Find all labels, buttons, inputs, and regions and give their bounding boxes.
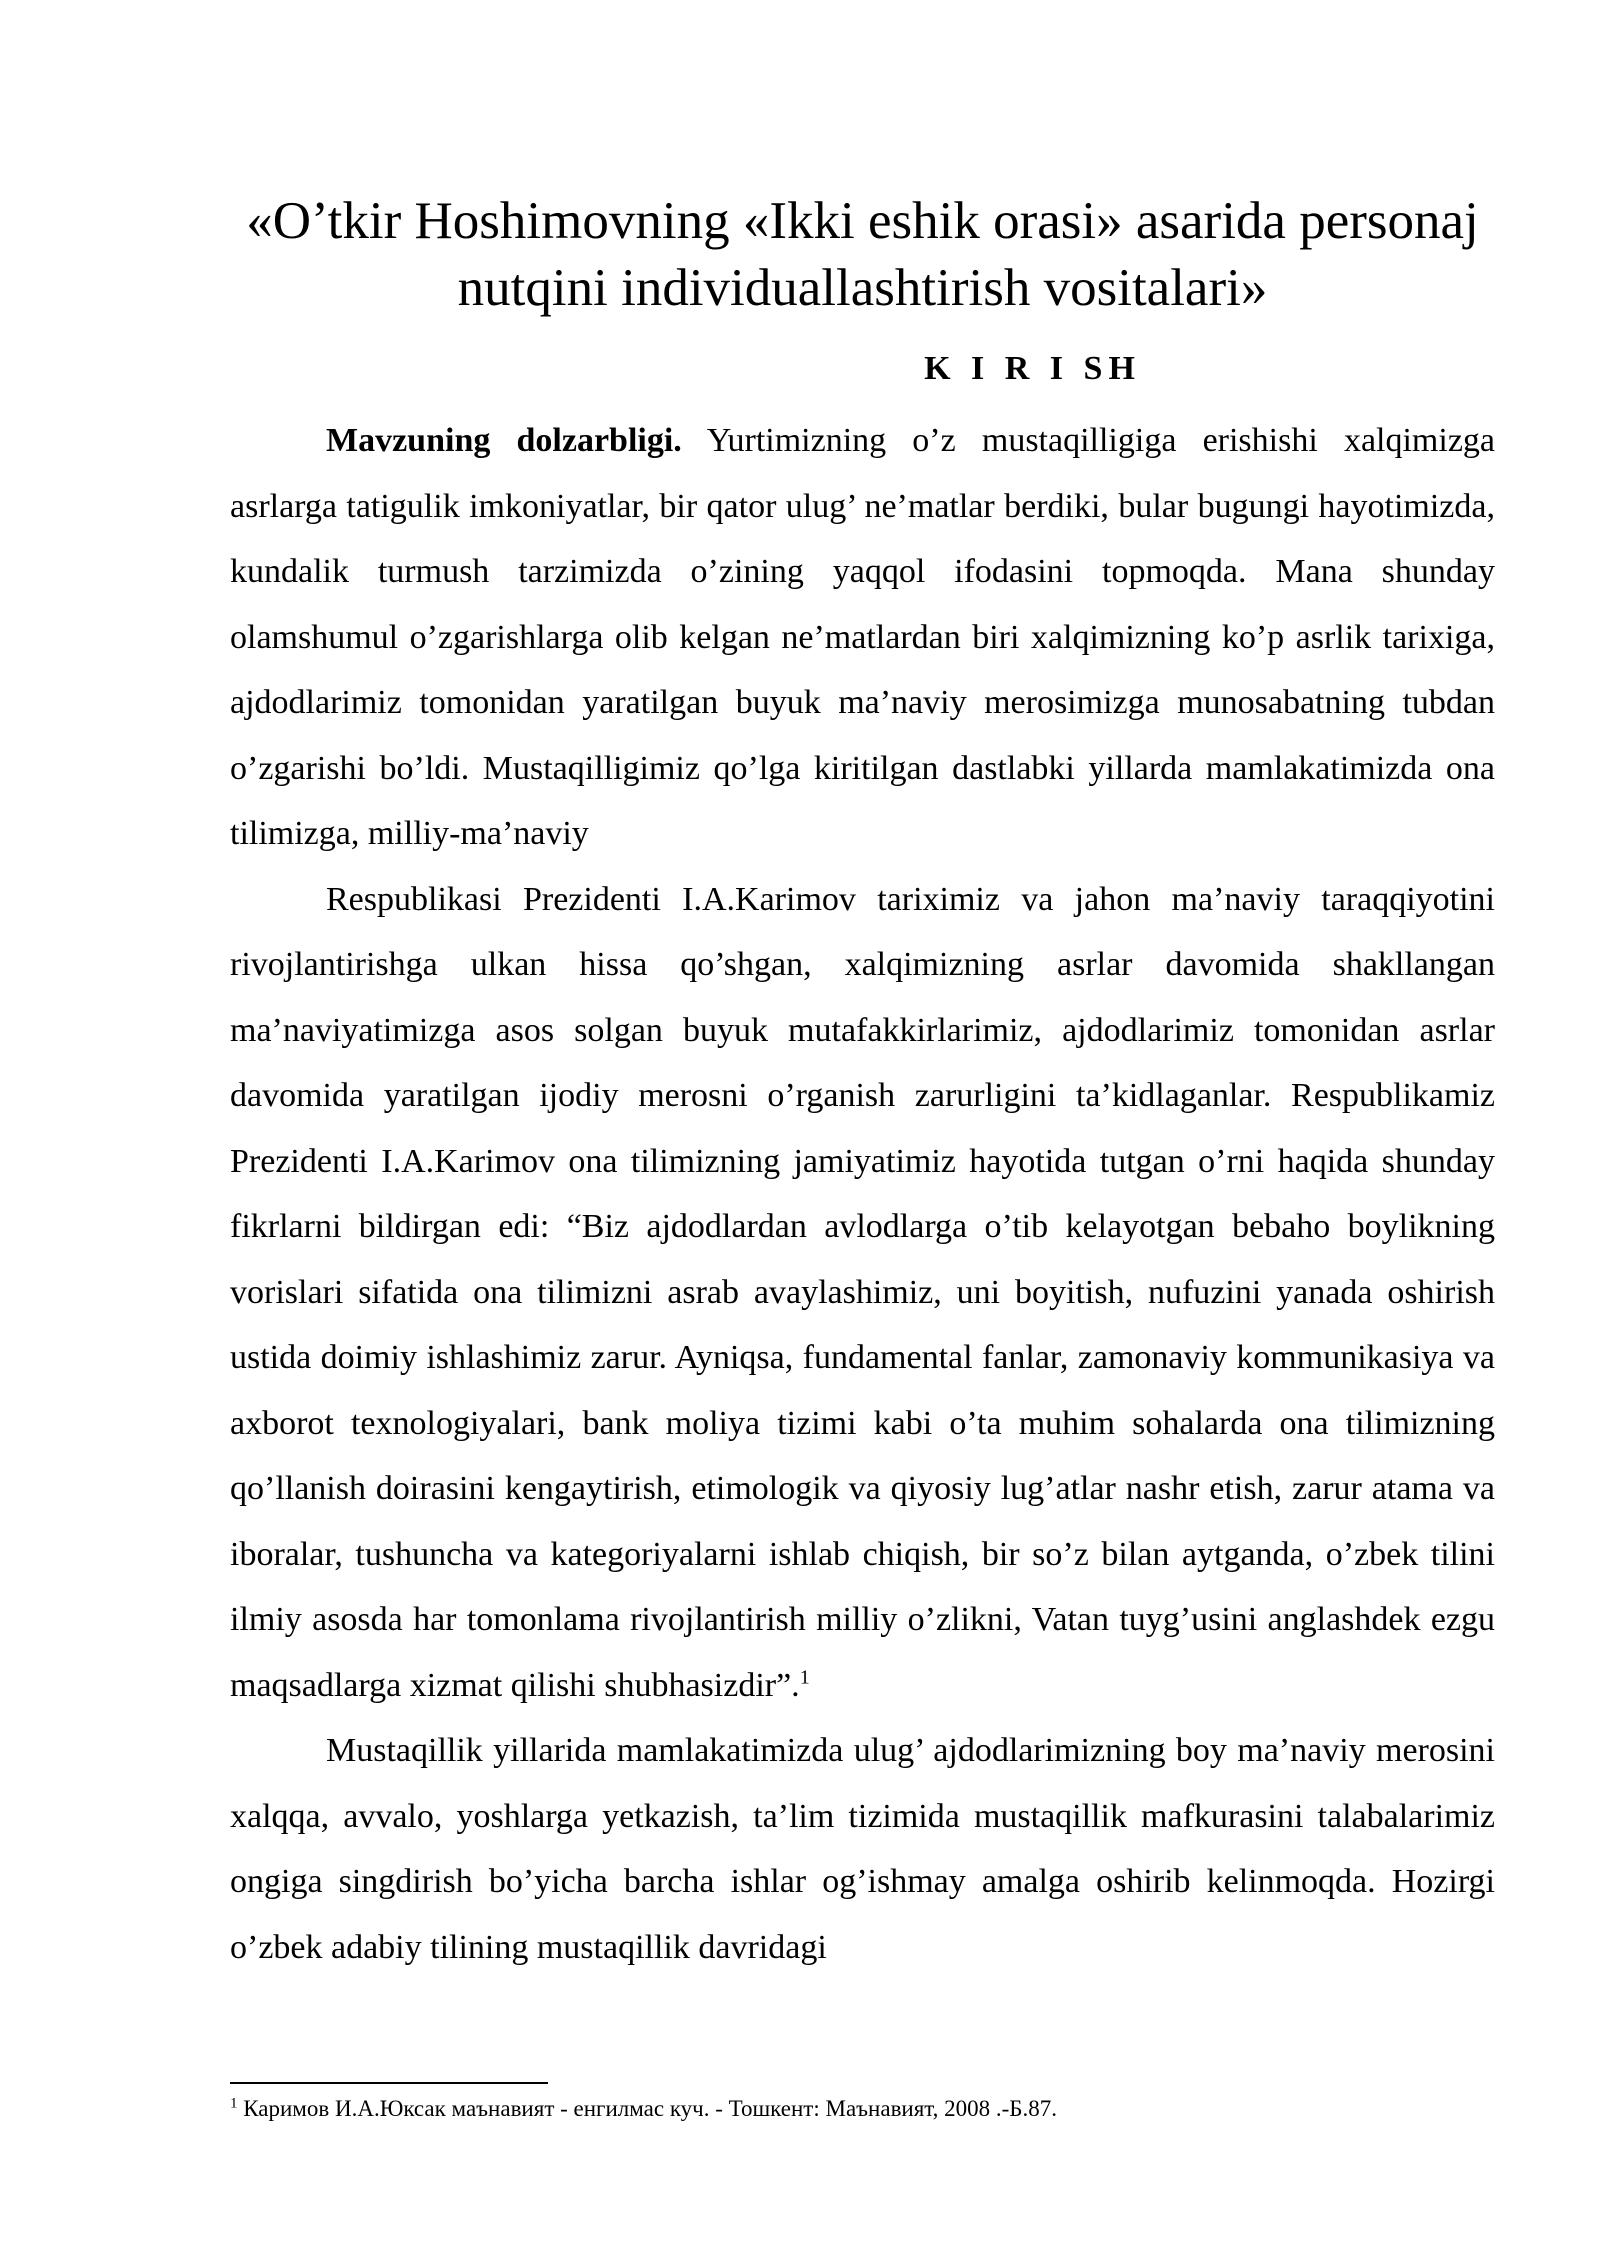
body-text [230, 408, 1495, 1980]
paragraph-text: Mustaqillik yillarida mamlakatimizda ulug’ ajdodlarimizning boy ma’naviy merosini xalqqa, avvalo, yoshlarga yetkazish, ta’lim tizimida mustaqillik mafkurasini talabalarimiz ongiga singdirish bo’yicha barcha ishlar og’ishmay amalga oshirib kelinmoqda. Hozirgi o’zbek adabiy tilining mustaqillik davridagi [230, 1732, 1495, 1966]
footnote-text: Каримов И.А.Юксак маънавият - енгилмас куч. - Тошкент: Маънавият, 2008 .-Б.87. [237, 2096, 1057, 2121]
footnote-separator [230, 2082, 548, 2084]
paragraph-relevance [230, 408, 1495, 867]
paragraph-text: Respublikasi Prezidenti I.A.Karimov tariximiz va jahon ma’naviy taraqqiyotini rivojlantirishga ulkan hissa qo’shgan, xalqimizning asrlar davomida shakllangan ma’naviyatimizga asos solgan buyuk mutafakkirlarimiz, ajdodlarimiz tomonidan asrlar davomida yaratilgan ijodiy merosni o’rganish zarurligini ta’kidlaganlar. Respublikamiz Prezidenti I.A.Karimov ona tilimizning jamiyatimiz hayotida tutgan o’rni haqida shunday fikrlarni bildirgan edi: “Biz ajdodlardan avlodlarga o’tib kelayotgan bebaho boylikning vorislari sifatida ona tilimizni asrab avaylashimiz, uni boyitish, nufuzini yanada oshirish ustida doimiy ishlashimiz zarur. Ayniqsa, fundamental fanlar, zamonaviy kommunikasiya va axborot texnologiyalari, bank moliya tizimi kabi o’ta muhim sohalarda ona tilimizning qo’llanish doirasini kengaytirish, etimologik va qiyosiy lug’atlar nashr etish, zarur atama va iboralar, tushuncha va kategoriyalarni ishlab chiqish, bir so’z bilan aytganda, o’zbek tilini ilmiy asosda har tomonlama rivojlantirish milliy o’zlikni, Vatan tuyg’usini anglashdek ezgu maqsadlarga xizmat qilishi shubhasizdir”. [230, 880, 1495, 1704]
footnote [230, 2094, 1495, 2124]
paragraph-independence [230, 1718, 1495, 1980]
footnote-number: 1 [230, 2095, 238, 2112]
paragraph-lead: Mavzuning dolzarbligi. [326, 422, 682, 459]
paragraph-text: Yurtimizning o’z mustaqilligiga erishishi xalqimizga asrlarga tatigulik imkoniyatlar, bir qator ulug’ ne’matlar berdiki, bular bugungi hayotimizda, kundalik turmush tarzimizda o’zining yaqqol ifodasini topmoqda. Mana shunday olamshumul o’zgarishlarga olib kelgan ne’matlardan biri xalqimizning ko’p asrlik tarixiga, ajdodlarimiz tomonidan yaratilgan buyuk ma’naviy merosimizga munosabatning tubdan o’zgarishi bo’ldi. Mustaqilligimiz qo’lga kiritilgan dastlabki yillarda mamlakatimizda ona tilimizga, milliy-ma’naviy [230, 422, 1496, 852]
document-title: «O’tkir Hoshimovning «Ikki eshik orasi» asarida personaj nutqini individuallashtirish vositalari» [246, 191, 1479, 317]
section-heading: K I R I SH [924, 350, 1141, 387]
paragraph-president-quote [230, 867, 1495, 1719]
footnote-reference[interactable]: 1 [799, 1666, 810, 1689]
